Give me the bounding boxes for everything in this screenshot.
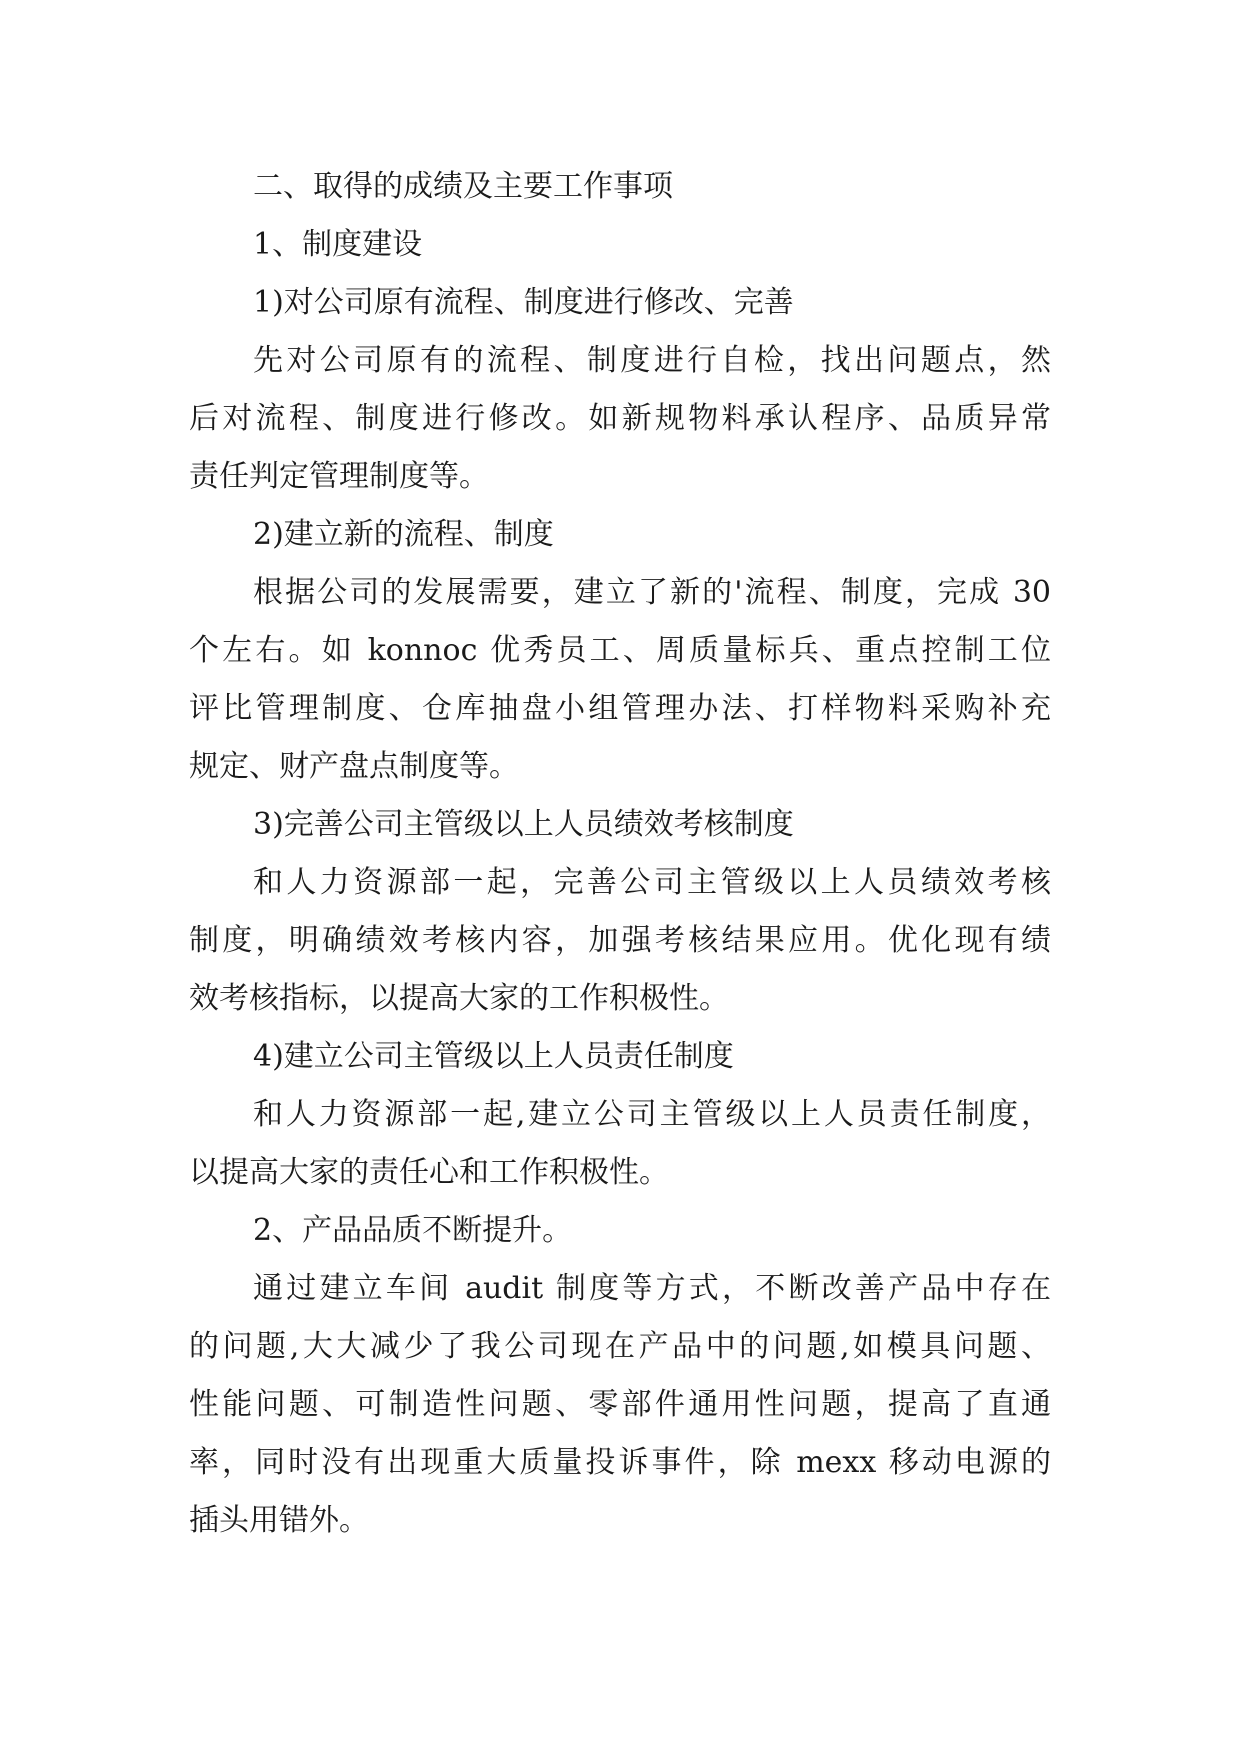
- text-line: 插头用错外。: [189, 1503, 369, 1538]
- text-line: 率，同时没有出现重大质量投诉事件，除 mexx 移动电源的: [189, 1445, 1051, 1480]
- paragraph-heading-2: [189, 1202, 1051, 1260]
- text-line: 和人力资源部一起，完善公司主管级以上人员绩效考核: [253, 865, 1051, 900]
- document-body: [189, 158, 1051, 1550]
- paragraph-heading-1: [189, 216, 1051, 274]
- text-line: 规定、财产盘点制度等。: [189, 749, 519, 784]
- paragraph-subheading-1-1: [189, 274, 1051, 332]
- paragraph-subheading-1-3: [189, 796, 1051, 854]
- text-line: 二、取得的成绩及主要工作事项: [253, 169, 673, 204]
- paragraph-body-1-2: [189, 564, 1051, 796]
- text-line: 的问题,大大减少了我公司现在产品中的问题,如模具问题、: [189, 1329, 1051, 1364]
- paragraph-subheading-1-2: [189, 506, 1051, 564]
- paragraph-body-1-3: [189, 854, 1051, 1028]
- text-line: 和人力资源部一起,建立公司主管级以上人员责任制度，: [253, 1097, 1051, 1132]
- text-line: 个左右。如 konnoc 优秀员工、周质量标兵、重点控制工位: [189, 633, 1051, 668]
- text-line: 4)建立公司主管级以上人员责任制度: [253, 1039, 734, 1074]
- paragraph-body-2: [189, 1260, 1051, 1550]
- text-line: 效考核指标，以提高大家的工作积极性。: [189, 981, 729, 1016]
- text-line: 2)建立新的流程、制度: [253, 517, 554, 552]
- text-line: 2、产品品质不断提升。: [253, 1213, 573, 1248]
- text-line: 1)对公司原有流程、制度进行修改、完善: [253, 285, 794, 320]
- text-line: 制度，明确绩效考核内容，加强考核结果应用。优化现有绩: [189, 923, 1051, 958]
- paragraph-subheading-1-4: [189, 1028, 1051, 1086]
- text-line: 评比管理制度、仓库抽盘小组管理办法、打样物料采购补充: [189, 691, 1051, 726]
- text-line: 先对公司原有的流程、制度进行自检，找出问题点，然: [253, 343, 1051, 378]
- text-line: 性能问题、可制造性问题、零部件通用性问题，提高了直通: [189, 1387, 1051, 1422]
- text-line: 以提高大家的责任心和工作积极性。: [189, 1155, 669, 1190]
- text-line: 根据公司的发展需要，建立了新的'流程、制度，完成 30: [253, 575, 1051, 610]
- text-line: 责任判定管理制度等。: [189, 459, 489, 494]
- text-line: 3)完善公司主管级以上人员绩效考核制度: [253, 807, 794, 842]
- text-line: 1、制度建设: [253, 227, 423, 262]
- paragraph-body-1-4: [189, 1086, 1051, 1202]
- paragraph-body-1-1: [189, 332, 1051, 506]
- text-line: 通过建立车间 audit 制度等方式，不断改善产品中存在: [253, 1271, 1051, 1306]
- paragraph-section-heading-2: [189, 158, 1051, 216]
- text-line: 后对流程、制度进行修改。如新规物料承认程序、品质异常: [189, 401, 1051, 436]
